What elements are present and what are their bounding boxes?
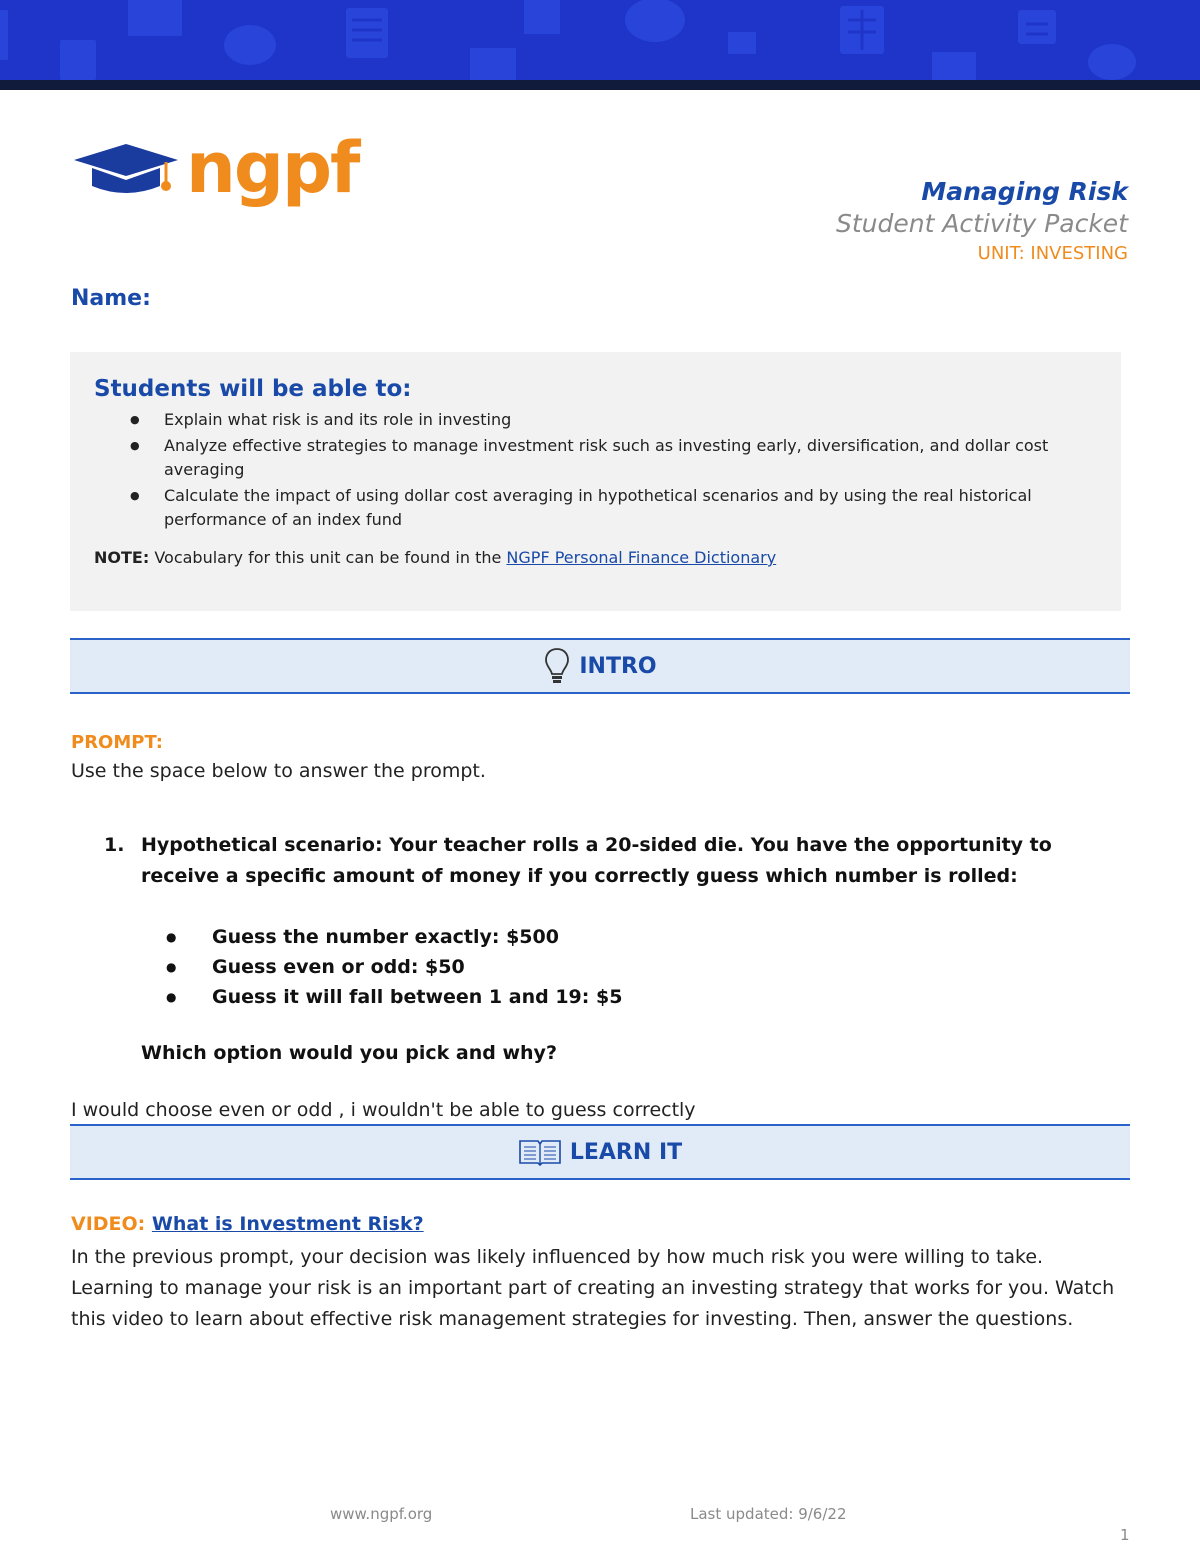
banner-pattern — [0, 0, 1200, 80]
question-text: Hypothetical scenario: Your teacher rolls a 20-sided die. You have the opportunity to receive a specific amount of money if you correctly guess which number is rolled: — [141, 834, 1052, 887]
choice-item: ● Guess it will fall between 1 and 19: $5 — [212, 982, 622, 1012]
prompt-label: PROMPT: — [71, 732, 163, 753]
prompt-text: Use the space below to answer the prompt. — [71, 760, 486, 782]
packet-title-block — [836, 176, 1128, 268]
lightbulb-icon — [543, 646, 571, 686]
unit-label: UNIT: INVESTING — [977, 243, 1128, 264]
open-book-icon — [518, 1137, 562, 1167]
header-stripe — [0, 80, 1200, 90]
page-number: 1 — [1120, 1526, 1130, 1544]
packet-subtitle: Student Activity Packet — [835, 209, 1128, 238]
brand-wordmark: ngpf — [186, 127, 359, 209]
vocabulary-note — [94, 548, 1097, 567]
choice-item: ● Guess the number exactly: $500 — [212, 922, 622, 952]
header-banner — [0, 0, 1200, 80]
objective-item: ● Explain what risk is and its role in investing — [164, 408, 1097, 432]
name-label: Name: — [71, 286, 151, 311]
video-line — [71, 1213, 424, 1235]
objectives-heading: Students will be able to: — [94, 376, 412, 402]
objectives-box — [70, 352, 1121, 611]
choices-list — [212, 922, 622, 1012]
choice-item: ● Guess even or odd: $50 — [212, 952, 622, 982]
intro-section-bar — [70, 638, 1130, 694]
learn-it-section-title: LEARN IT — [569, 1139, 683, 1165]
note-text: Vocabulary for this unit can be found in the — [149, 548, 507, 567]
question-number: 1. — [104, 834, 125, 856]
footer-updated: Last updated: 9/6/22 — [690, 1505, 847, 1523]
packet-title: Managing Risk — [921, 177, 1128, 206]
video-description: In the previous prompt, your decision was likely influenced by how much risk you were willing to take. Learning to manage your risk is an important part of creating an investing strategy that works for you. Watch this video to learn about effective risk management strategies for investing. Then, answer the questions. — [71, 1246, 1115, 1330]
video-label: VIDEO: — [71, 1213, 146, 1235]
learn-it-section-bar — [70, 1124, 1130, 1180]
footer-url: www.ngpf.org — [330, 1505, 433, 1523]
student-answer[interactable]: I would choose even or odd , i wouldn't be able to guess correctly — [71, 1099, 696, 1121]
objectives-list — [94, 408, 1097, 532]
note-label: NOTE: — [94, 548, 150, 567]
intro-section-title: INTRO — [579, 653, 657, 679]
dictionary-link[interactable]: NGPF Personal Finance Dictionary — [506, 548, 777, 567]
objective-item: ● Analyze effective strategies to manage investment risk such as investing early, diversification, and dollar cost averaging — [164, 434, 1097, 482]
objective-item: ● Calculate the impact of using dollar cost averaging in hypothetical scenarios and by using the real historical performance of an index fund — [164, 484, 1097, 532]
graduation-cap-icon — [70, 138, 190, 208]
video-link[interactable]: What is Investment Risk? — [151, 1213, 424, 1235]
follow-up-question: Which option would you pick and why? — [141, 1042, 557, 1064]
